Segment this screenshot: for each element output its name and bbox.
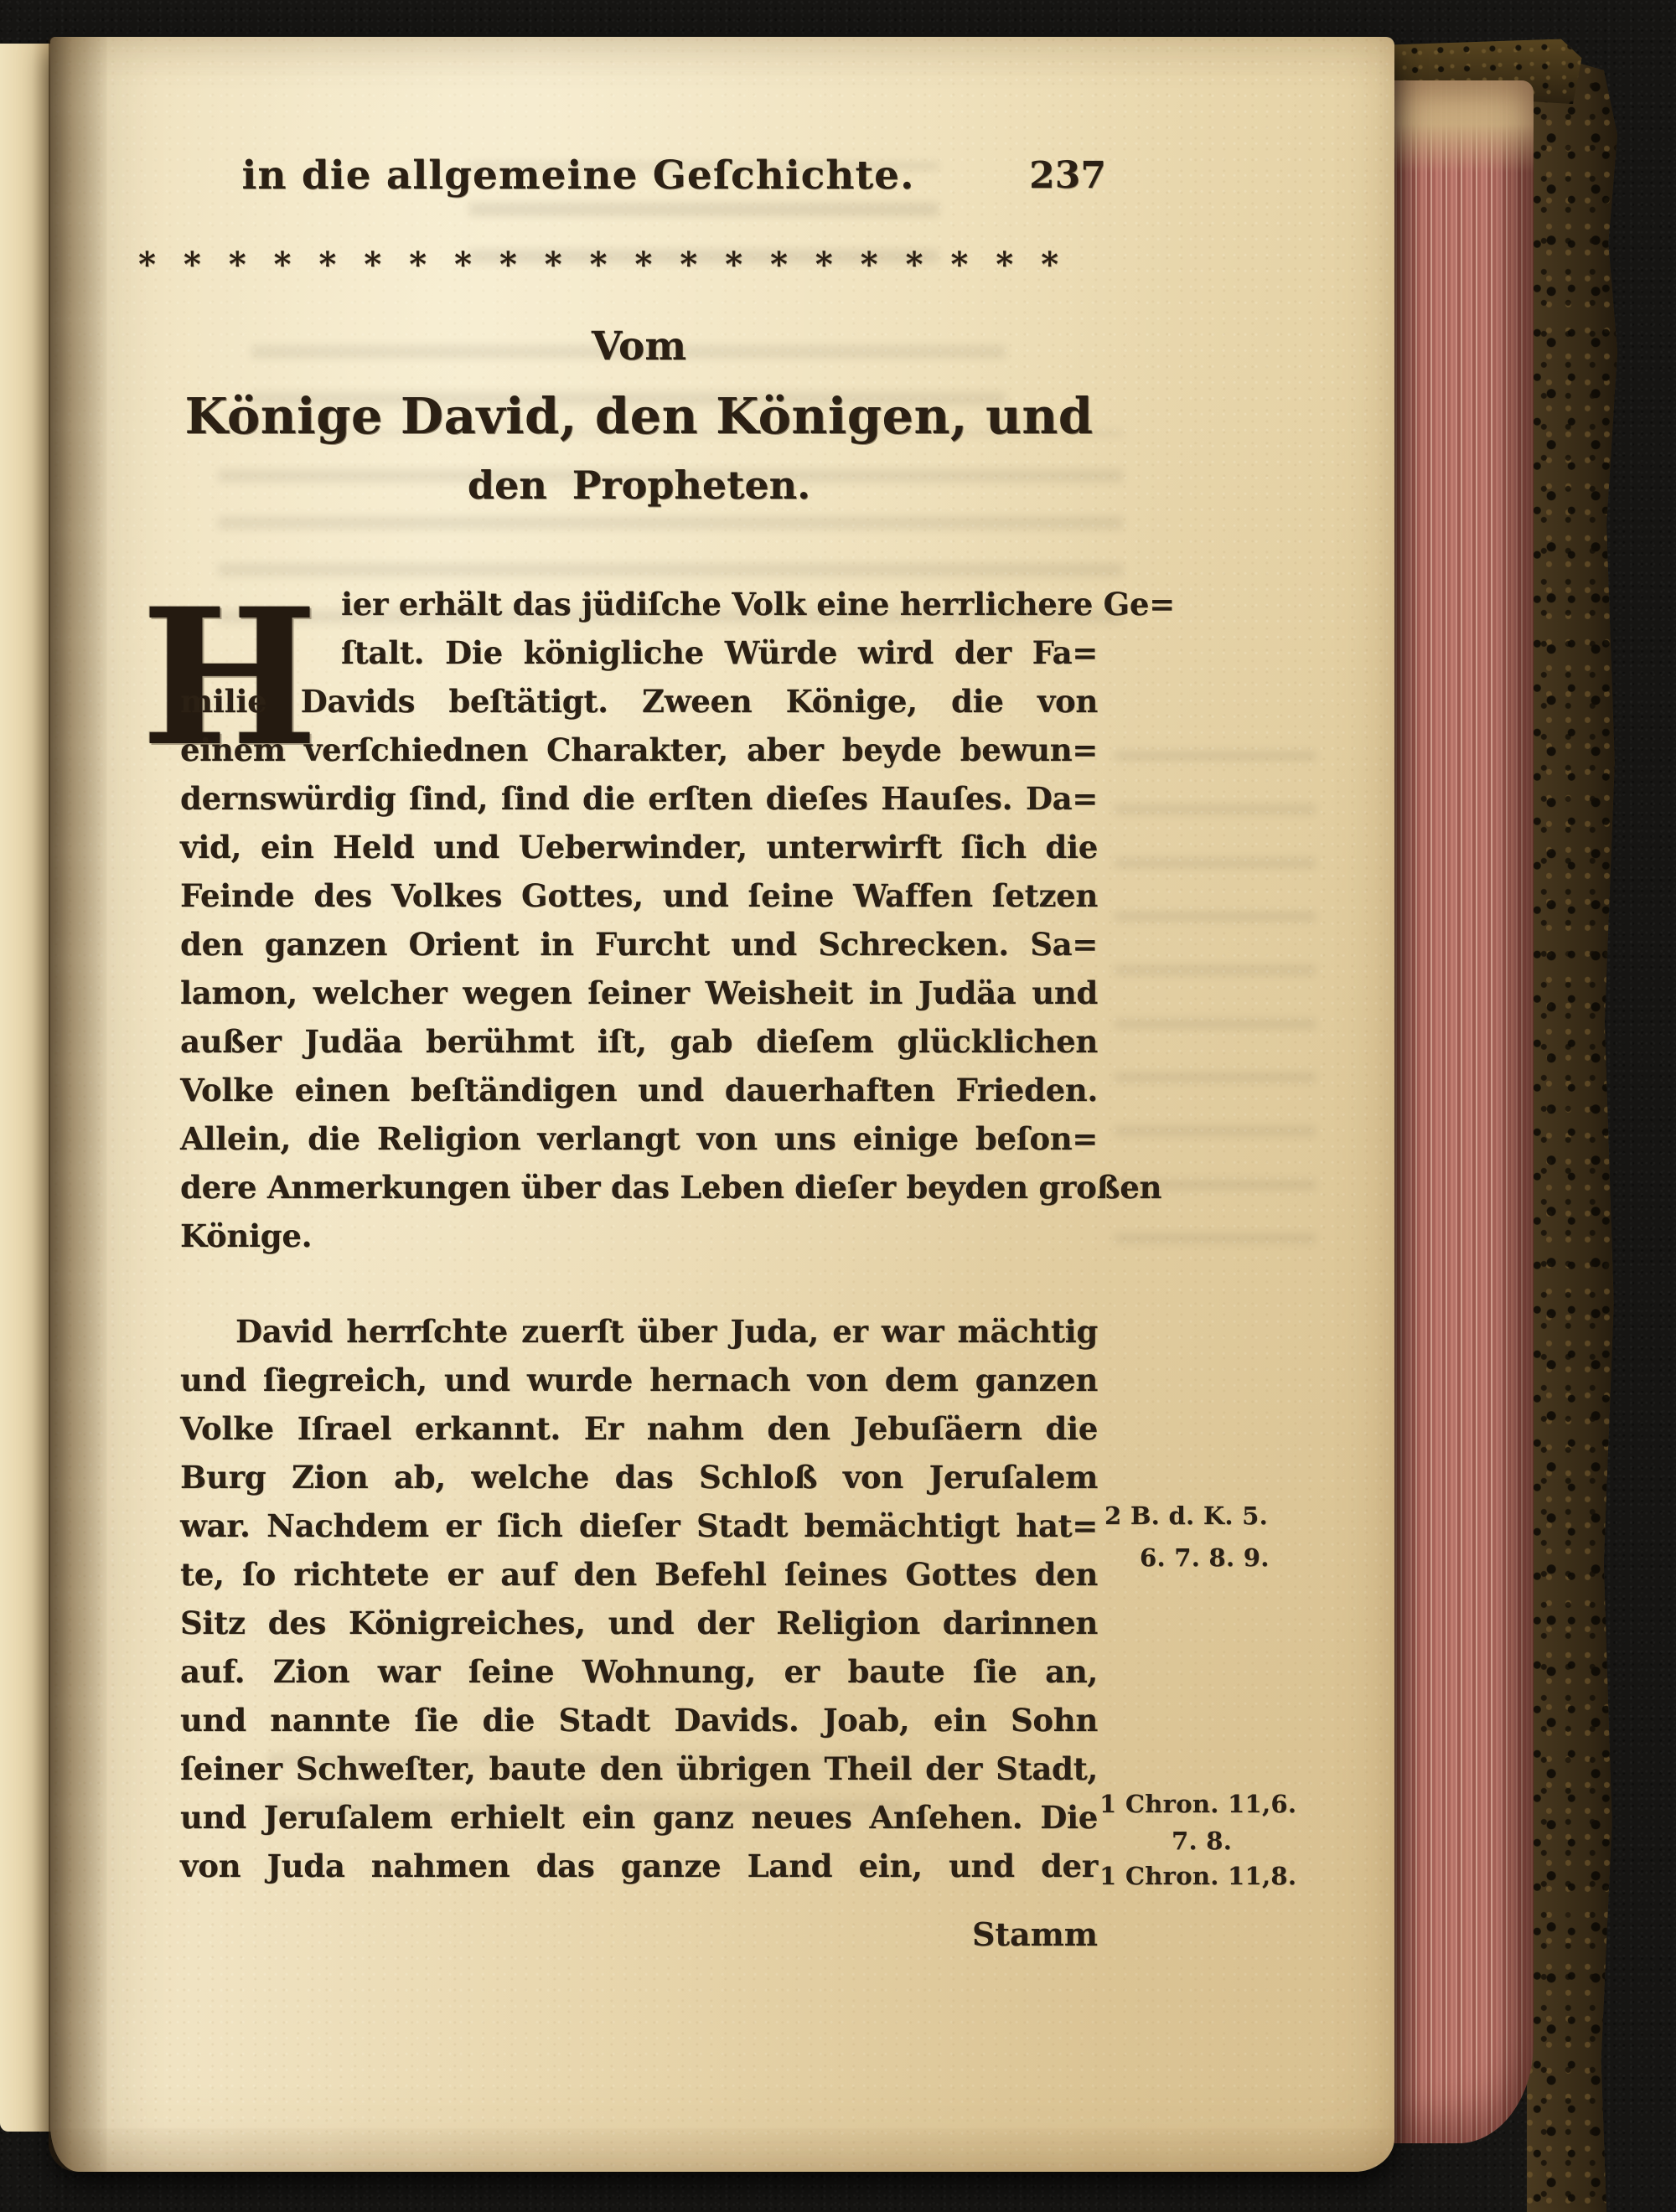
running-title: in die allgemeine Geſchichte. [241, 152, 915, 199]
paragraph-1 [180, 580, 1175, 1260]
margin-note: 1 Chron. 11,6. [1099, 1790, 1297, 1818]
body-line: dere Anmerkungen über das Leben dieſer beyden großen [180, 1169, 1162, 1206]
red-stained-page-edges [1393, 80, 1534, 2143]
body-line: te, ſo richtete er auf den Befehl ſeines Gottes den [180, 1556, 1098, 1593]
body-line: Allein, die Religion verlangt von uns einige beſon= [180, 1120, 1098, 1157]
body-line: und ſiegreich, und wurde hernach von dem ganzen [180, 1362, 1098, 1398]
drop-cap-initial: H [141, 567, 318, 788]
body-line: auf. Zion war ſeine Wohnung, er baute ſie an, [180, 1653, 1098, 1690]
body-line: Volke einen beſtändigen und dauerhaften Frieden. [180, 1072, 1098, 1109]
body-line: und Jeruſalem erhielt ein ganz neues Anſehen. Die [180, 1799, 1098, 1836]
section-title-line2: den Propheten. [467, 463, 811, 508]
body-line: ſeiner Schweſter, baute den übrigen Theil der Stadt, [180, 1750, 1098, 1787]
body-line: lamon, welcher wegen ſeiner Weisheit in Judäa und [180, 974, 1098, 1011]
body-line: Volke Iſrael erkannt. Er nahm den Jebuſäern die [180, 1410, 1098, 1447]
section-title-line1: Könige David, den Königen, und [184, 387, 1094, 445]
margin-note: 6. 7. 8. 9. [1140, 1543, 1270, 1572]
asterisk-ornament-row: * * * * * * * * * * * * * * * * * * * * * [138, 245, 1058, 284]
body-line: Burg Zion ab, welche das Schloß von Jeruſalem [180, 1459, 1098, 1496]
margin-note: 2 B. d. K. 5. [1104, 1501, 1269, 1530]
body-line: einem verſchiednen Charakter, aber beyde bewun= [180, 731, 1098, 768]
body-line: den ganzen Orient in Furcht und Schrecken. Sa= [180, 926, 1098, 963]
body-line: David herrſchte zuerſt über Juda, er war mächtig [235, 1313, 1098, 1350]
body-line: außer Judäa berühmt iſt, gab dieſem glücklichen [180, 1023, 1098, 1060]
body-line: vid, ein Held und Ueberwinder, unterwirft ſich die [180, 829, 1098, 866]
body-line: war. Nachdem er ſich dieſer Stadt bemächtigt hat= [180, 1507, 1098, 1544]
facing-page-sliver [0, 44, 54, 2132]
text-block [50, 37, 1394, 2172]
body-line: milie Davids beſtätigt. Zween Könige, die von [180, 683, 1098, 720]
book-cover-board [1527, 49, 1617, 2212]
book-page [50, 37, 1394, 2172]
body-line: Könige. [180, 1217, 313, 1254]
body-line: von Juda nahmen das ganze Land ein, und der [180, 1848, 1098, 1884]
body-line: Feinde des Volkes Gottes, und ſeine Waffen ſetzen [180, 877, 1098, 914]
body-line: Sitz des Königreiches, und der Religion darinnen [180, 1605, 1098, 1641]
section-kicker: Vom [591, 323, 687, 370]
body-line: ier erhält das jüdiſche Volk eine herrlichere Ge= [341, 586, 1175, 623]
body-line: und nannte ſie die Stadt Davids. Joab, ein Sohn [180, 1702, 1098, 1739]
page-number: 237 [1029, 154, 1106, 197]
catchword: Stamm [971, 1915, 1098, 1953]
paragraph-2 [180, 1307, 1098, 1890]
margin-note: 7. 8. [1172, 1827, 1233, 1855]
running-header [180, 152, 1106, 203]
body-line: ſtalt. Die königliche Würde wird der Fa= [341, 634, 1098, 671]
margin-note: 1 Chron. 11,8. [1099, 1862, 1297, 1890]
body-line: dernswürdig ſind, ſind die erſten dieſes Hauſes. Da= [180, 780, 1098, 817]
